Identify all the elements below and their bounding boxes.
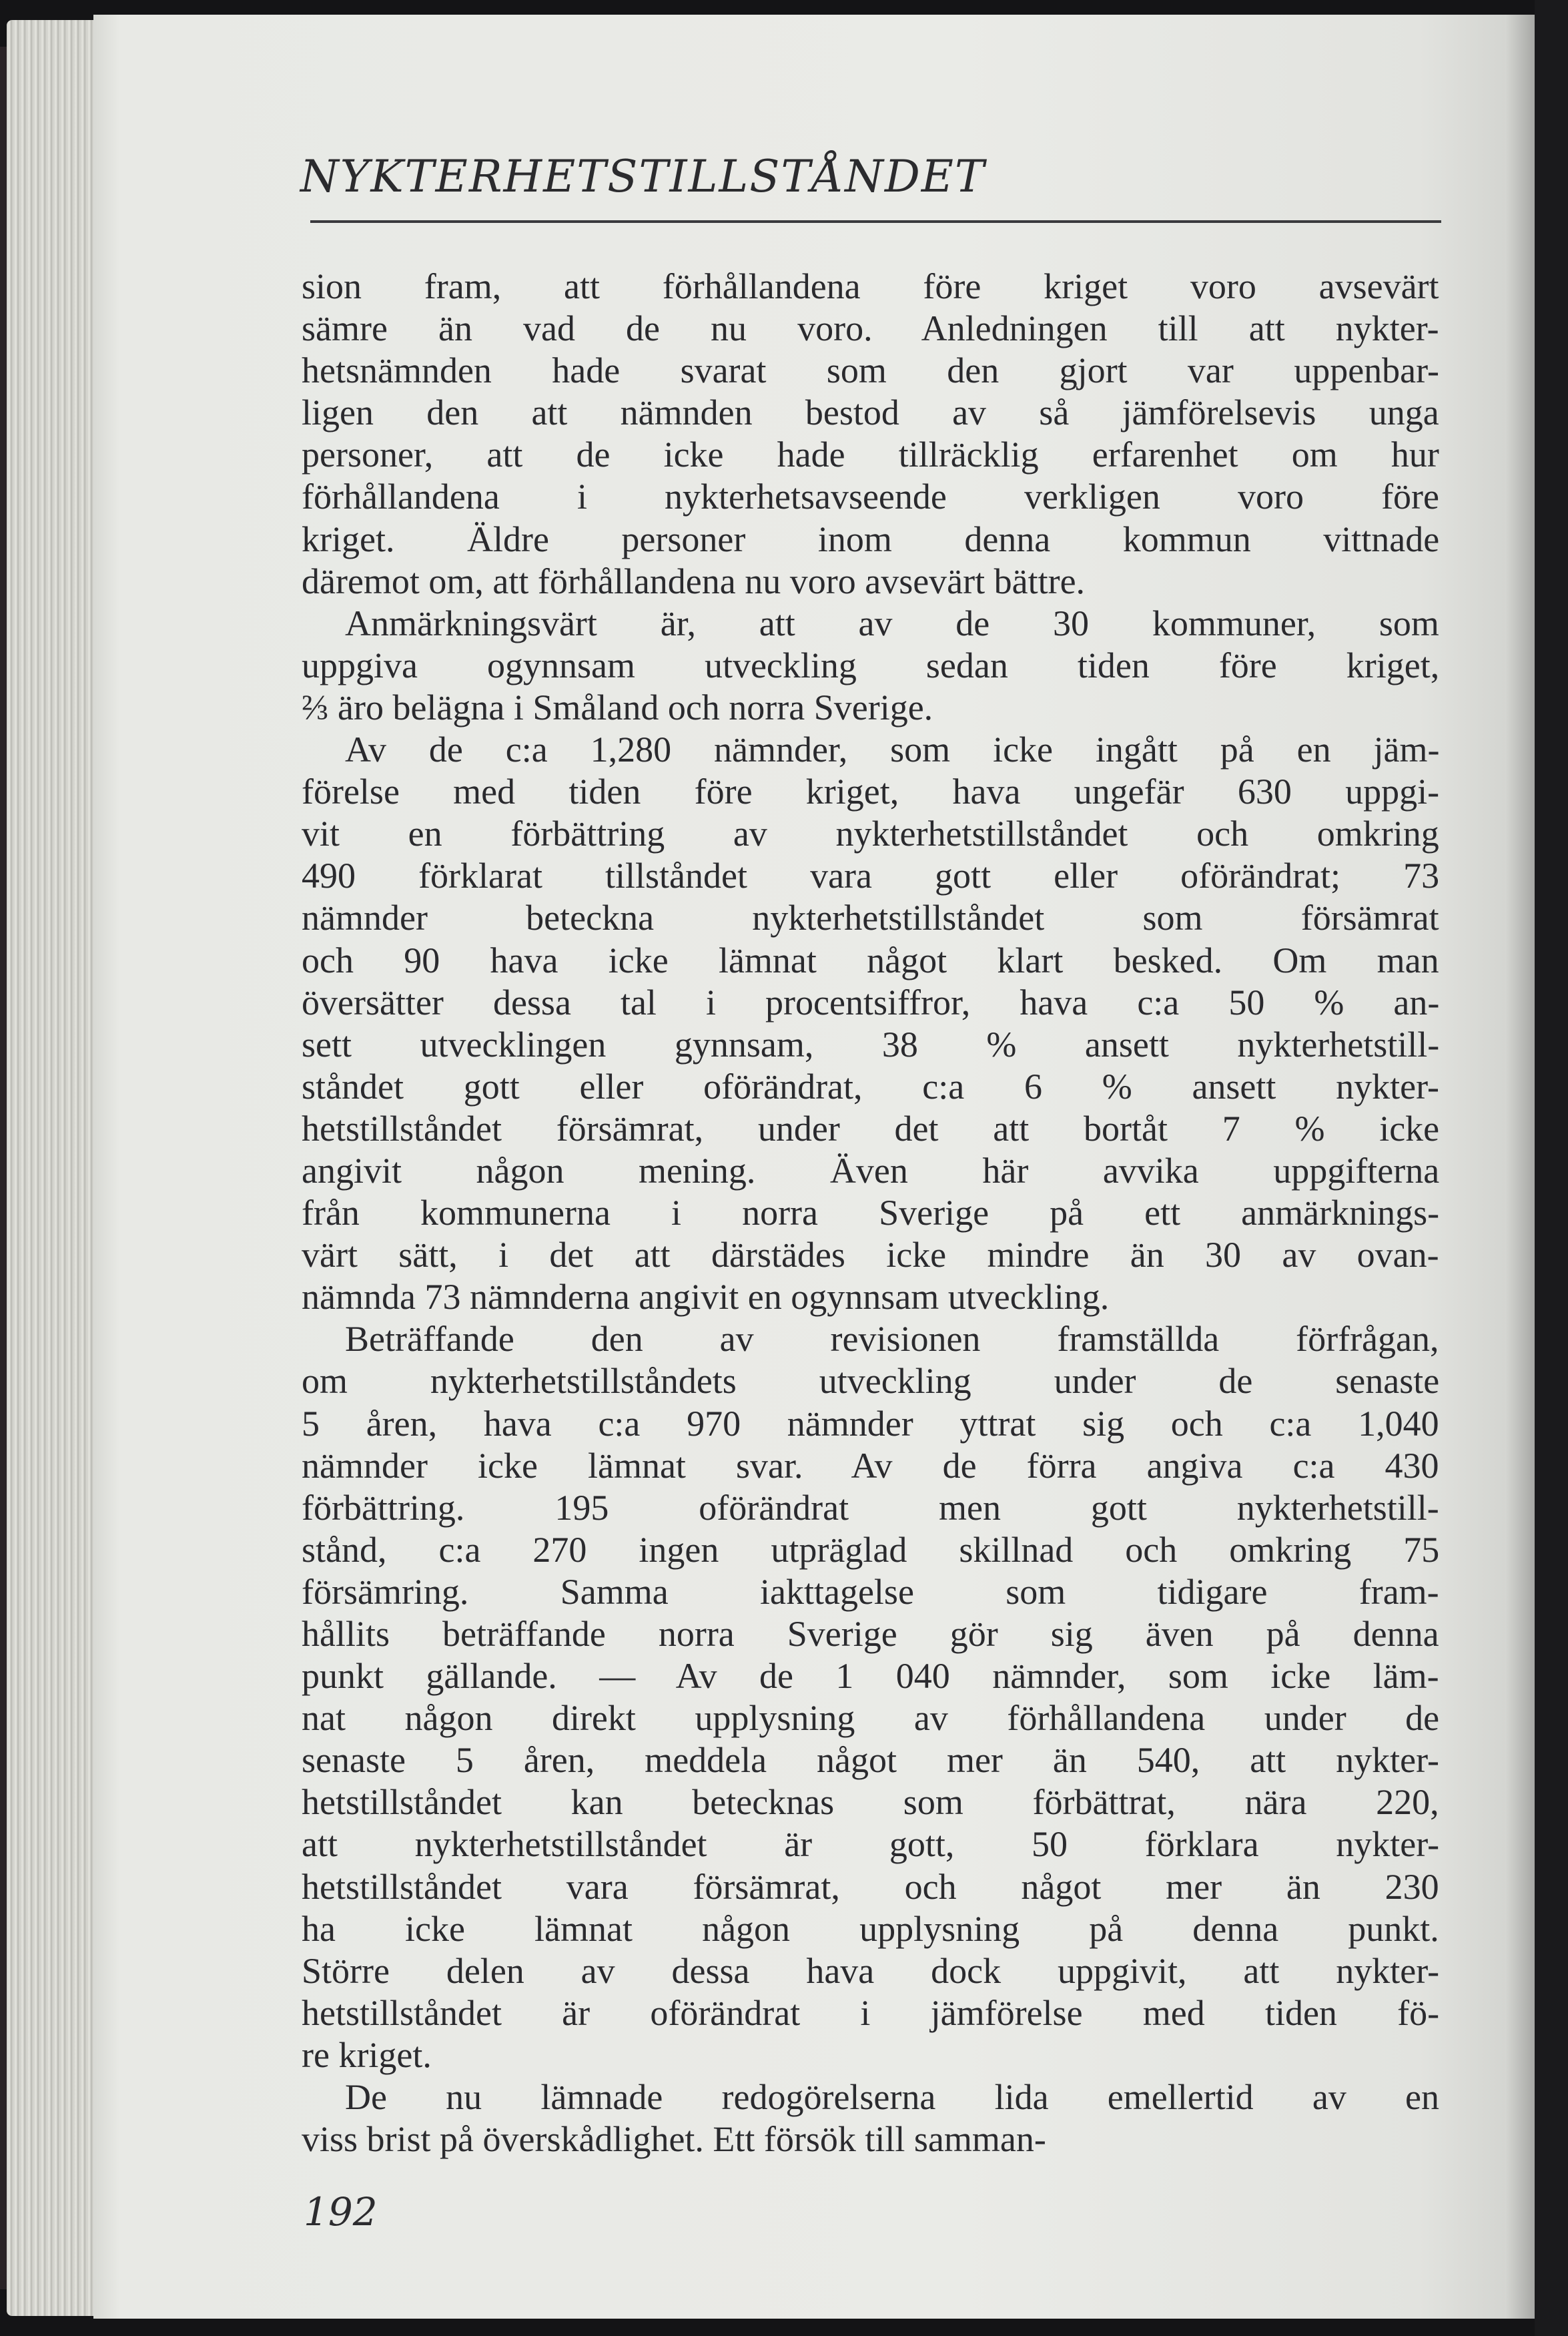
text-line: och 90 hava icke lämnat något klart besked. Om man: [302, 940, 1439, 980]
header-rule: [310, 220, 1441, 223]
text-line: hetstillståndet kan betecknas som förbättrat, nära 220,: [302, 1782, 1439, 1823]
running-head: NYKTERHETSTILLSTÅNDET: [300, 151, 986, 202]
text-line: sion fram, att förhållandena före kriget voro avsevärt: [302, 266, 1439, 306]
text-line: nämnder icke lämnat svar. Av de förra angiva c:a 430: [302, 1445, 1439, 1486]
text-line: ⅔ äro belägna i Småland och norra Sverige.: [302, 687, 933, 727]
text-line: hetstillståndet är oförändrat i jämförelse med tiden fö-: [302, 1992, 1439, 2033]
text-line: om nykterhetstillståndets utveckling under de senaste: [302, 1361, 1439, 1402]
text-line: 5 åren, hava c:a 970 nämnder yttrat sig och c:a 1,040: [302, 1403, 1439, 1444]
text-line: att nykterhetstillståndet är gott, 50 förklara nykter-: [302, 1824, 1439, 1865]
text-line: personer, att de icke hade tillräcklig erfarenhet om hur: [302, 434, 1439, 475]
text-line: ståndet gott eller oförändrat, c:a 6 % ansett nykter-: [302, 1066, 1439, 1107]
text-line: däremot om, att förhållandena nu voro avsevärt bättre.: [302, 561, 1086, 601]
text-line: förelse med tiden före kriget, hava ungefär 630 uppgi-: [302, 772, 1439, 812]
text-line: 490 förklarat tillståndet vara gott eller oförändrat; 73: [302, 856, 1439, 896]
text-line: värt sätt, i det att därstädes icke mindre än 30 av ovan-: [302, 1235, 1439, 1275]
text-line: förhållandena i nykterhetsavseende verkligen voro före: [302, 477, 1439, 517]
text-line: viss brist på överskådlighet. Ett försök till samman-: [302, 2119, 1046, 2160]
text-line: stånd, c:a 270 ingen utpräglad skillnad och omkring 75: [302, 1529, 1439, 1570]
background-strip: [1535, 0, 1568, 2336]
text-line: nämnda 73 nämnderna angivit en ogynnsam utveckling.: [302, 1277, 1110, 1318]
text-line: försämring. Samma iakttagelse som tidigare fram-: [302, 1571, 1439, 1612]
page-stack-edges: [7, 20, 100, 2316]
page-number: 192: [304, 2189, 378, 2235]
text-line: sett utvecklingen gynnsam, 38 % ansett nykterhetstill-: [302, 1024, 1439, 1065]
text-line: uppgiva ogynnsam utveckling sedan tiden före kriget,: [302, 645, 1439, 685]
text-line: Större delen av dessa hava dock uppgivit, att nykter-: [302, 1950, 1439, 1991]
text-line: ligen den att nämnden bestod av så jämförelsevis unga: [302, 392, 1439, 433]
text-line: kriget. Äldre personer inom denna kommun vittnade: [302, 519, 1439, 559]
text-line: Beträffande den av revisionen framställda förfrågan,: [345, 1319, 1439, 1360]
text-line: hållits beträffande norra Sverige gör sig även på denna: [302, 1614, 1439, 1654]
text-line: ha icke lämnat någon upplysning på denna punkt.: [302, 1908, 1439, 1949]
text-line: nat någon direkt upplysning av förhållandena under de: [302, 1698, 1439, 1739]
text-line: förbättring. 195 oförändrat men gott nykterhetstill-: [302, 1487, 1439, 1528]
text-line: punkt gällande. — Av de 1 040 nämnder, som icke läm-: [302, 1656, 1439, 1697]
text-line: angivit någon mening. Även här avvika uppgifterna: [302, 1150, 1439, 1191]
body-text: [302, 266, 1439, 2160]
text-line: hetsnämnden hade svarat som den gjort var uppenbar-: [302, 350, 1439, 391]
text-line: re kriget.: [302, 2034, 432, 2075]
text-line: hetstillståndet försämrat, under det att bortåt 7 % icke: [302, 1108, 1439, 1149]
text-line: översätter dessa tal i procentsiffror, hava c:a 50 % an-: [302, 982, 1439, 1023]
text-line: Av de c:a 1,280 nämnder, som icke ingått på en jäm-: [345, 729, 1439, 770]
text-line: från kommunerna i norra Sverige på ett anmärknings-: [302, 1193, 1439, 1233]
text-line: sämre än vad de nu voro. Anledningen till att nykter-: [302, 308, 1439, 349]
text-line: Anmärkningsvärt är, att av de 30 kommuner, som: [345, 603, 1439, 643]
text-line: senaste 5 åren, meddela något mer än 540, att nykter-: [302, 1740, 1439, 1781]
text-line: vit en förbättring av nykterhetstillståndet och omkring: [302, 814, 1439, 854]
text-line: hetstillståndet vara försämrat, och något mer än 230: [302, 1866, 1439, 1907]
text-line: nämnder beteckna nykterhetstillståndet som försämrat: [302, 898, 1439, 938]
text-line: De nu lämnade redogörelserna lida emellertid av en: [345, 2077, 1439, 2118]
